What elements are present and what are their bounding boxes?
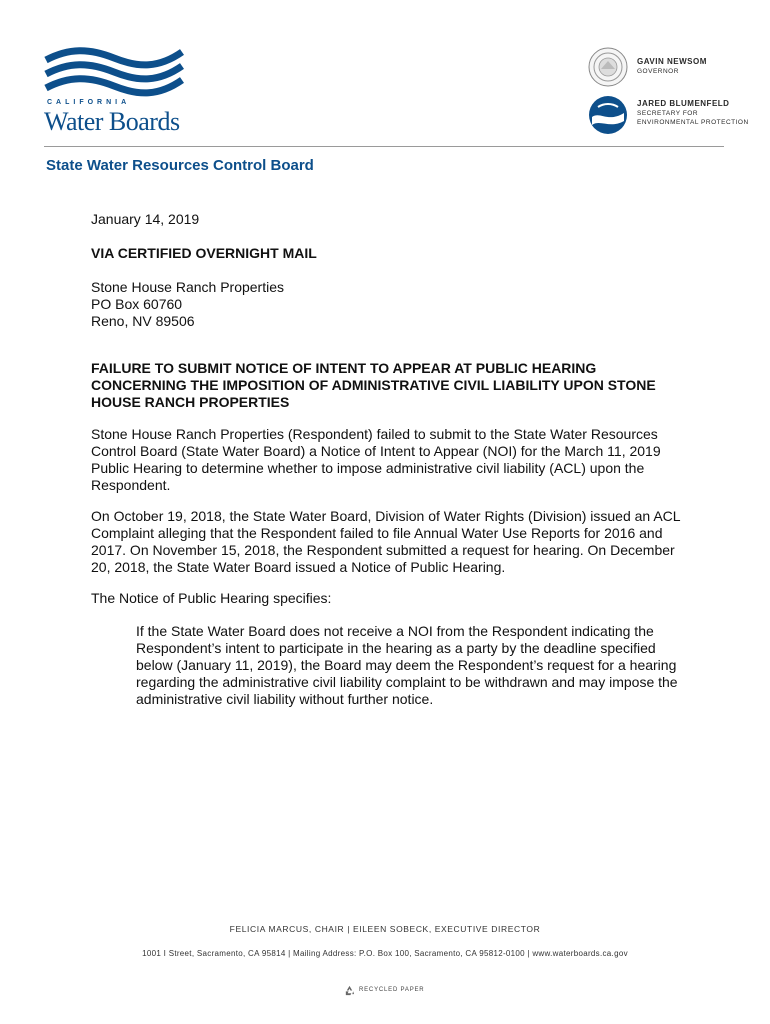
subject-line: FAILURE TO SUBMIT NOTICE OF INTENT TO APPEAR AT PUBLIC HEARING (91, 360, 597, 376)
header-divider (44, 146, 724, 147)
water-boards-waves-logo (44, 46, 184, 98)
state-seal-icon (588, 47, 628, 87)
footer-officials: FELICIA MARCUS, CHAIR | EILEEN SOBECK, EXECUTIVE DIRECTOR (229, 924, 541, 934)
recycled-paper-label: RECYCLED PAPER (359, 987, 425, 993)
delivery-method: VIA CERTIFIED OVERNIGHT MAIL (91, 245, 317, 261)
subject-line: CONCERNING THE IMPOSITION OF ADMINISTRATIVE CIVIL LIABILITY UPON STONE (91, 377, 656, 393)
governor-title: GOVERNOR (637, 68, 679, 75)
recipient-address-line: Reno, NV 89506 (91, 313, 195, 329)
body-paragraph: The Notice of Public Hearing specifies: (91, 590, 332, 606)
body-paragraph: On October 19, 2018, the State Water Board, Division of Water Rights (Division) issued an ACL Complaint alleging that the Respondent failed to file Annual Water Use Reports for 2016 and 2017. On November 15, 2018, the Respondent submitted a request for hearing. On December 20, 2018, the State Water Board issued a Notice of Public Hearing. (91, 508, 681, 575)
recipient-address-line: PO Box 60760 (91, 296, 183, 312)
subject-line: HOUSE RANCH PROPERTIES (91, 394, 290, 410)
secretary-title-line2: ENVIRONMENTAL PROTECTION (637, 119, 749, 126)
calepa-logo-icon (588, 95, 628, 135)
body-paragraph: Stone House Ranch Properties (Respondent) failed to submit to the State Water Resources Control Board (State Water Board) a Notice of Intent to Appear (NOI) for the March 11, 2019 Public Hearing to determine whether to impose administrative civil liability (ACL) upon the Respondent. (91, 426, 661, 493)
footer-address: 1001 I Street, Sacramento, CA 95814 | Mailing Address: P.O. Box 100, Sacramento, CA 95812-0100 | www.waterboards.ca.gov (142, 949, 628, 958)
board-name: State Water Resources Control Board (46, 157, 314, 174)
secretary-title-line1: SECRETARY FOR (637, 110, 699, 117)
secretary-name: JARED BLUMENFELD (637, 99, 730, 108)
governor-name: GAVIN NEWSOM (637, 57, 707, 66)
letter-date: January 14, 2019 (91, 211, 200, 227)
recipient-address-line: Stone House Ranch Properties (91, 279, 284, 295)
recycle-icon (344, 985, 355, 996)
logo-name: Water Boards (44, 107, 180, 136)
quoted-notice: If the State Water Board does not receive a NOI from the Respondent indicating the Respondent’s intent to participate in the hearing as a party by the deadline specified below (January 11, 2019), the Board may deem the Respondent’s request for a hearing regarding the administrative civil liability complaint to be withdrawn and may impose the administrative civil liability without further notice. (136, 623, 678, 707)
logo-state-label: CALIFORNIA (47, 99, 131, 106)
